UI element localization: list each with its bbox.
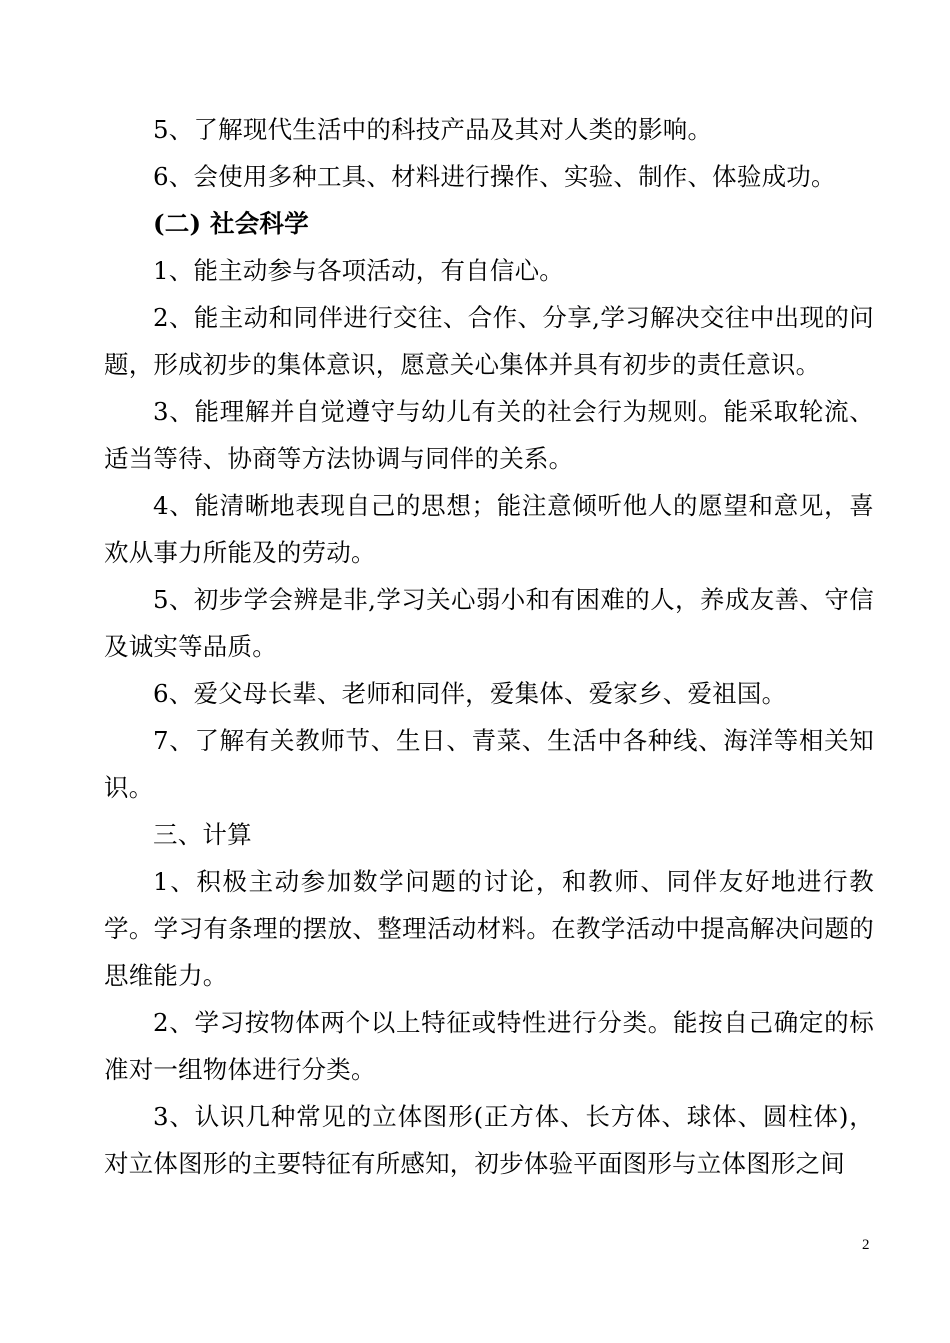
page-number: 2 — [862, 1237, 870, 1253]
paragraph-3: 1、能主动参与各项活动，有自信心。 — [153, 256, 564, 285]
section-heading-calculation: 三、计算 — [153, 820, 252, 849]
paragraph-10: 1、积极主动参加数学问题的讨论，和教师、同伴友好地进行教学。学习有条理的摆放、整理活动材料。在教学活动中提高解决问题的思维能力。 — [104, 867, 874, 990]
document-body — [104, 106, 874, 1187]
paragraph-12: 3、认识几种常见的立体图形(正方体、长方体、球体、圆柱体)，对立体图形的主要特征有所感知，初步体验平面图形与立体图形之间 — [104, 1102, 874, 1178]
section-heading-social-science: (二) 社会科学 — [153, 209, 309, 238]
paragraph-7: 5、初步学会辨是非,学习关心弱小和有困难的人，养成友善、守信及诚实等品质。 — [104, 585, 874, 661]
paragraph-4: 2、能主动和同伴进行交往、合作、分享,学习解决交往中出现的问题，形成初步的集体意识，愿意关心集体并具有初步的责任意识。 — [104, 303, 874, 379]
paragraph-6: 4、能清晰地表现自己的思想；能注意倾听他人的愿望和意见，喜欢从事力所能及的劳动。 — [104, 491, 874, 567]
paragraph-2: 6、会使用多种工具、材料进行操作、实验、制作、体验成功。 — [153, 162, 836, 191]
paragraph-1: 5、了解现代生活中的科技产品及其对人类的影响。 — [153, 115, 713, 144]
paragraph-11: 2、学习按物体两个以上特征或特性进行分类。能按自己确定的标准对一组物体进行分类。 — [104, 1008, 874, 1084]
paragraph-8: 6、爱父母长辈、老师和同伴，爱集体、爱家乡、爱祖国。 — [153, 679, 787, 708]
paragraph-5: 3、能理解并自觉遵守与幼儿有关的社会行为规则。能采取轮流、适当等待、协商等方法协调与同伴的关系。 — [104, 397, 874, 473]
paragraph-9: 7、了解有关教师节、生日、青菜、生活中各种线、海洋等相关知识。 — [104, 726, 874, 802]
